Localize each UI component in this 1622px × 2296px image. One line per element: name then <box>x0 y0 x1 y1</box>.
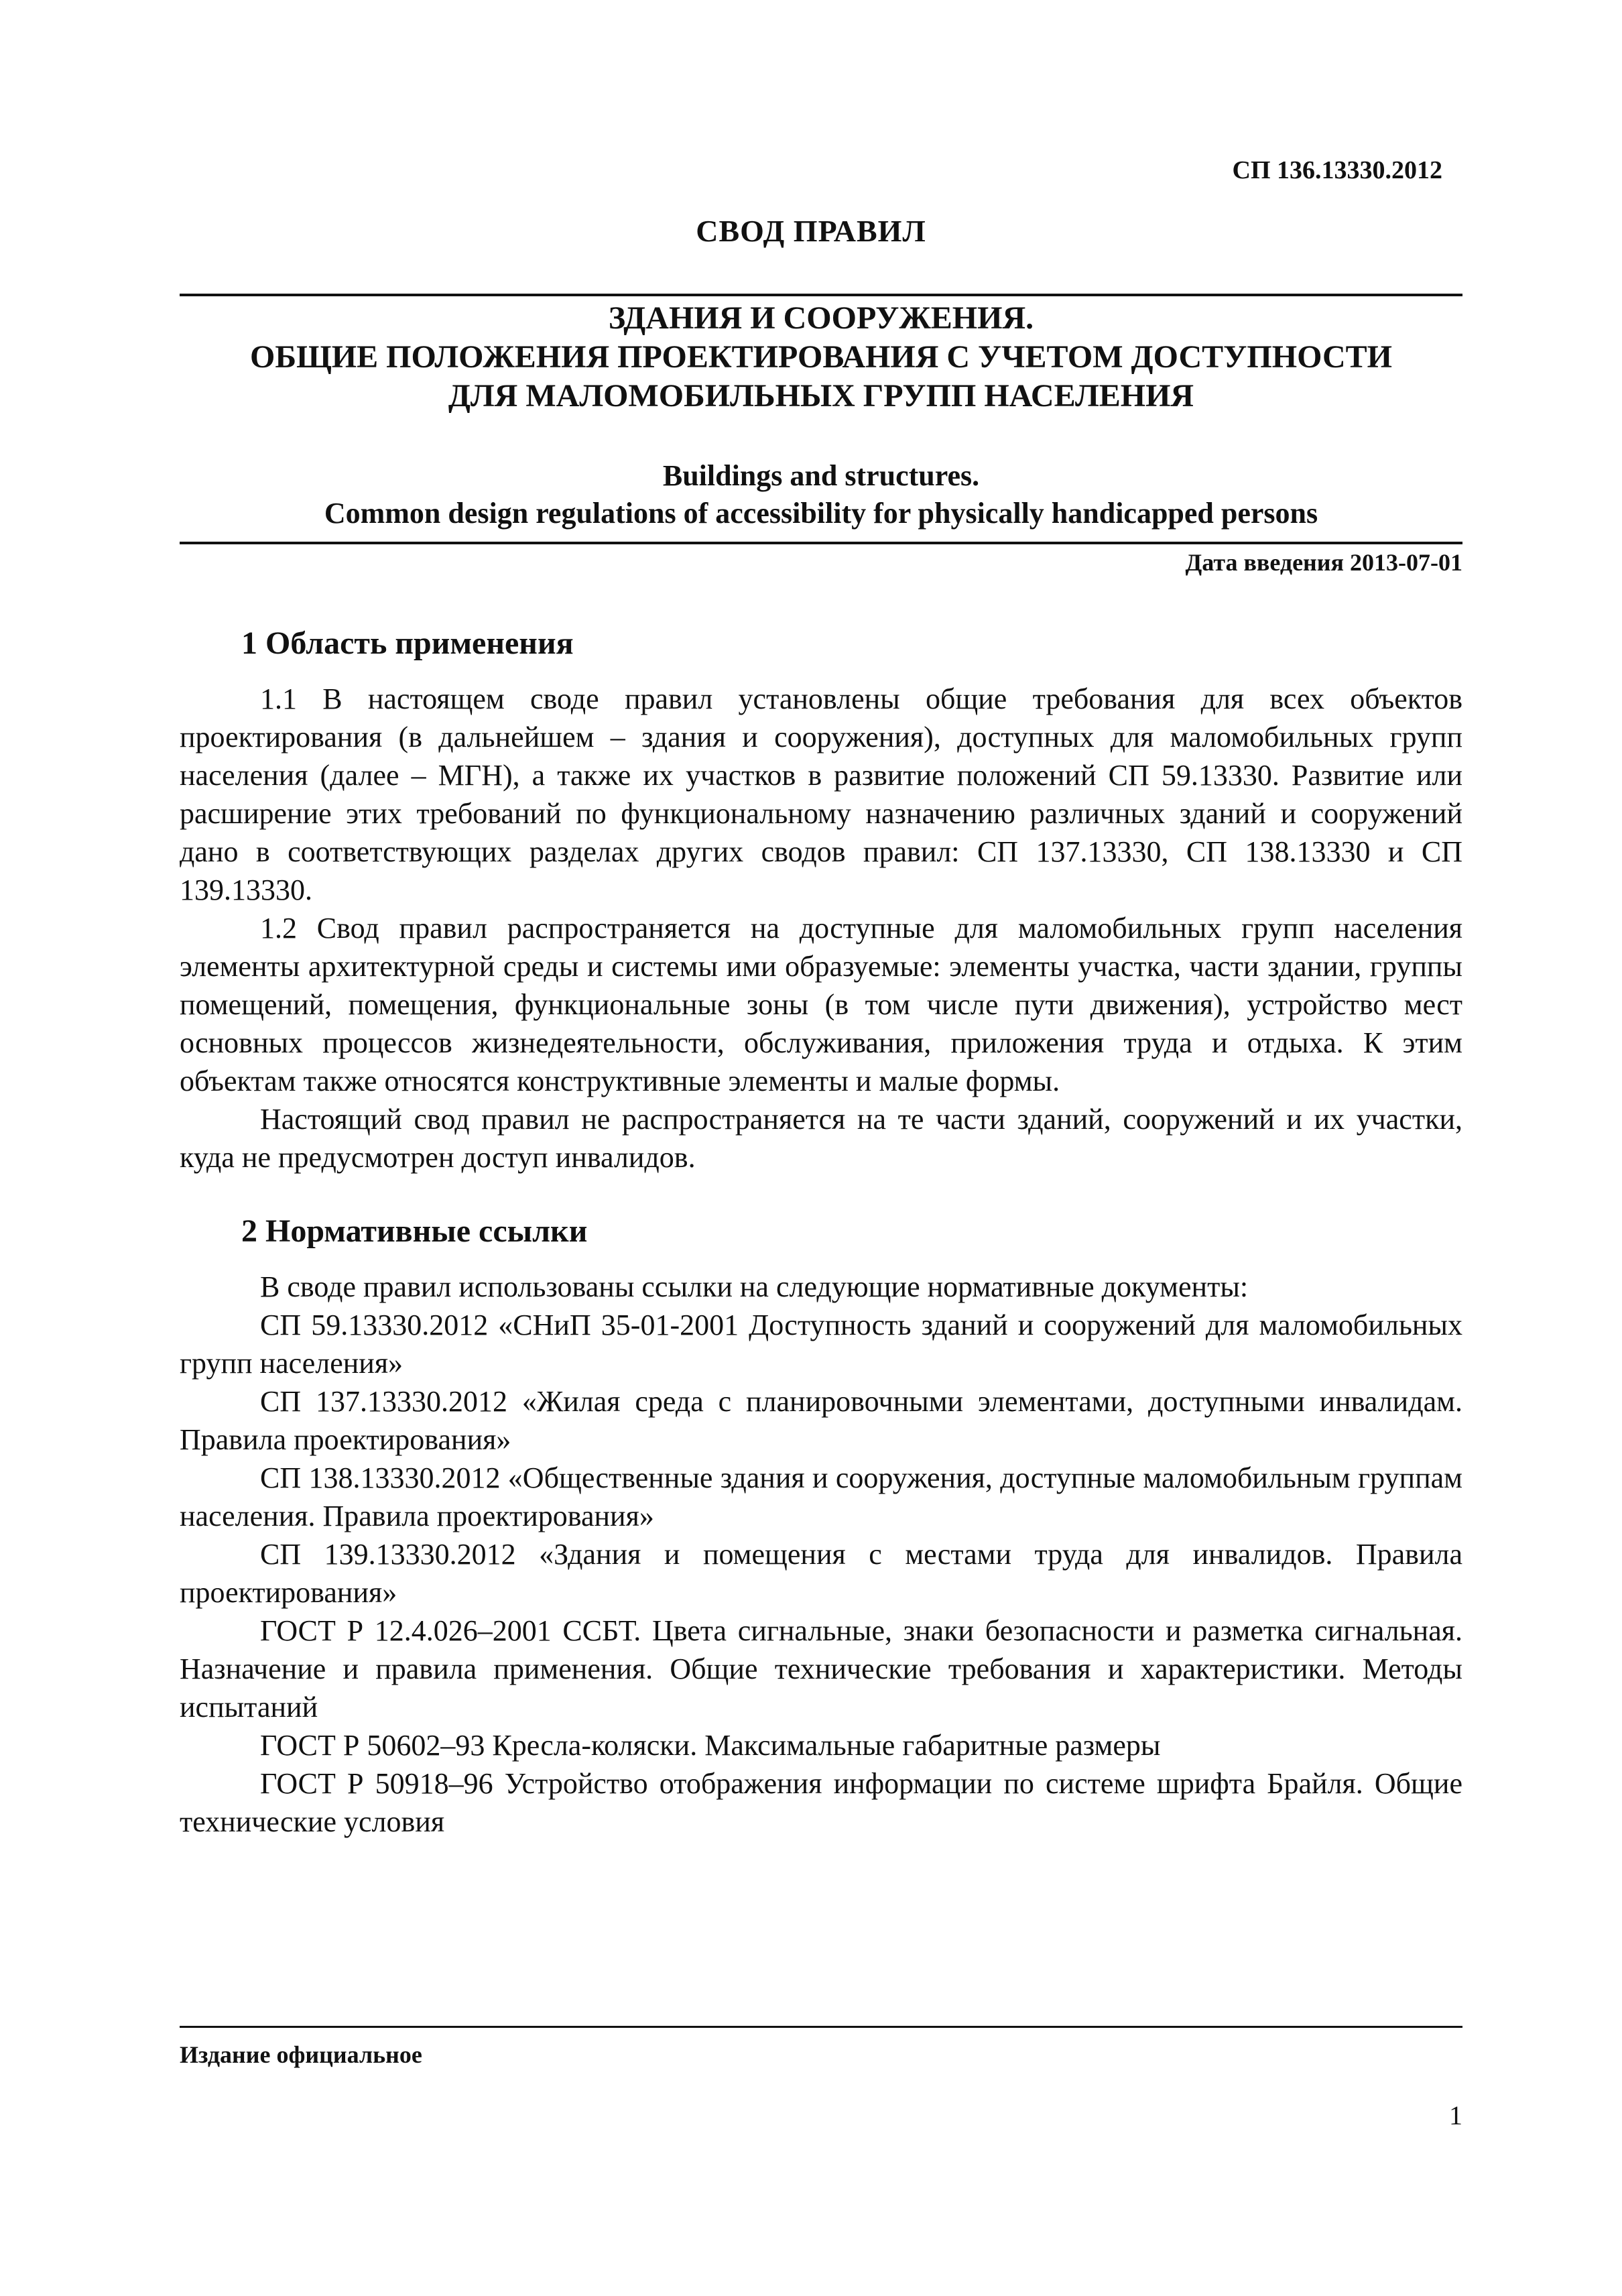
reference-item: ГОСТ Р 12.4.026–2001 ССБТ. Цвета сигнальные, знаки безопасности и разметка сигнальная. Назначение и правила применения. Общие технические требования и характеристики. Методы испытаний <box>180 1614 1462 1724</box>
paragraph: 1.1 В настоящем своде правил установлены общие требования для всех объектов проектирования (в дальнейшем – здания и сооружения), доступных для маломобильных групп населения (далее – МГН), а также их участков в развитие положений СП 59.13330. Развитие или расширение этих требований по функциональному назначению различных зданий и сооружений дано в соответствующих разделах других сводов правил: СП 137.13330, СП 138.13330 и СП 139.13330. <box>180 682 1462 906</box>
title-ru-line: ОБЩИЕ ПОЛОЖЕНИЯ ПРОЕКТИРОВАНИЯ С УЧЕТОМ ДОСТУПНОСТИ <box>250 339 1392 375</box>
footer-rule <box>180 2026 1462 2028</box>
document-body <box>180 623 1462 1841</box>
reference-item: СП 139.13330.2012 «Здания и помещения с местами труда для инвалидов. Правила проектирования» <box>180 1538 1462 1609</box>
document-type: СВОД ПРАВИЛ <box>696 214 926 248</box>
paragraph: 1.2 Свод правил распространяется на доступные для маломобильных групп населения элементы архитектурной среды и системы ими образуемые: элементы участка, части здании, группы помещений, помещения, функциональные зоны (в том числе пути движения), устройство мест основных процессов жизнедеятельности, обслуживания, приложения труда и отдыха. К этим объектам также относятся конструктивные элементы и малые формы. <box>180 912 1462 1097</box>
reference-item: ГОСТ Р 50918–96 Устройство отображения информации по системе шрифта Брайля. Общие технические условия <box>180 1767 1462 1838</box>
reference-item: СП 137.13330.2012 «Жилая среда с планировочными элементами, доступными инвалидам. Правила проектирования» <box>180 1385 1462 1456</box>
section-heading-scope: 1 Область применения <box>241 625 574 661</box>
title-rule-top <box>180 294 1462 296</box>
title-en-line: Common design regulations of accessibility for physically handicapped persons <box>324 497 1318 530</box>
title-en-line: Buildings and structures. <box>662 459 980 492</box>
title-ru-line: ЗДАНИЯ И СООРУЖЕНИЯ. <box>608 300 1034 336</box>
introduction-date: Дата введения 2013-07-01 <box>1185 549 1462 576</box>
reference-item: СП 59.13330.2012 «СНиП 35-01-2001 Доступность зданий и сооружений для маломобильных групп населения» <box>180 1309 1462 1380</box>
title-rule-bottom <box>180 542 1462 544</box>
reference-item: ГОСТ Р 50602–93 Кресла-коляски. Максимальные габаритные размеры <box>260 1729 1161 1762</box>
paragraph: В своде правил использованы ссылки на следующие нормативные документы: <box>260 1270 1249 1303</box>
page-number: 1 <box>1449 2100 1462 2130</box>
reference-list <box>180 1268 1462 1841</box>
paragraph: Настоящий свод правил не распространяется на те части зданий, сооружений и их участки, куда не предусмотрен доступ инвалидов. <box>180 1103 1462 1174</box>
section-heading-references: 2 Нормативные ссылки <box>241 1213 588 1249</box>
title-ru-line: ДЛЯ МАЛОМОБИЛЬНЫХ ГРУПП НАСЕЛЕНИЯ <box>448 378 1194 414</box>
reference-item: СП 138.13330.2012 «Общественные здания и сооружения, доступные маломобильным группам населения. Правила проектирования» <box>180 1461 1462 1532</box>
edition-label: Издание официальное <box>180 2041 422 2068</box>
document-code: СП 136.13330.2012 <box>1232 156 1442 184</box>
title-english <box>180 457 1462 532</box>
title-russian <box>180 299 1462 416</box>
